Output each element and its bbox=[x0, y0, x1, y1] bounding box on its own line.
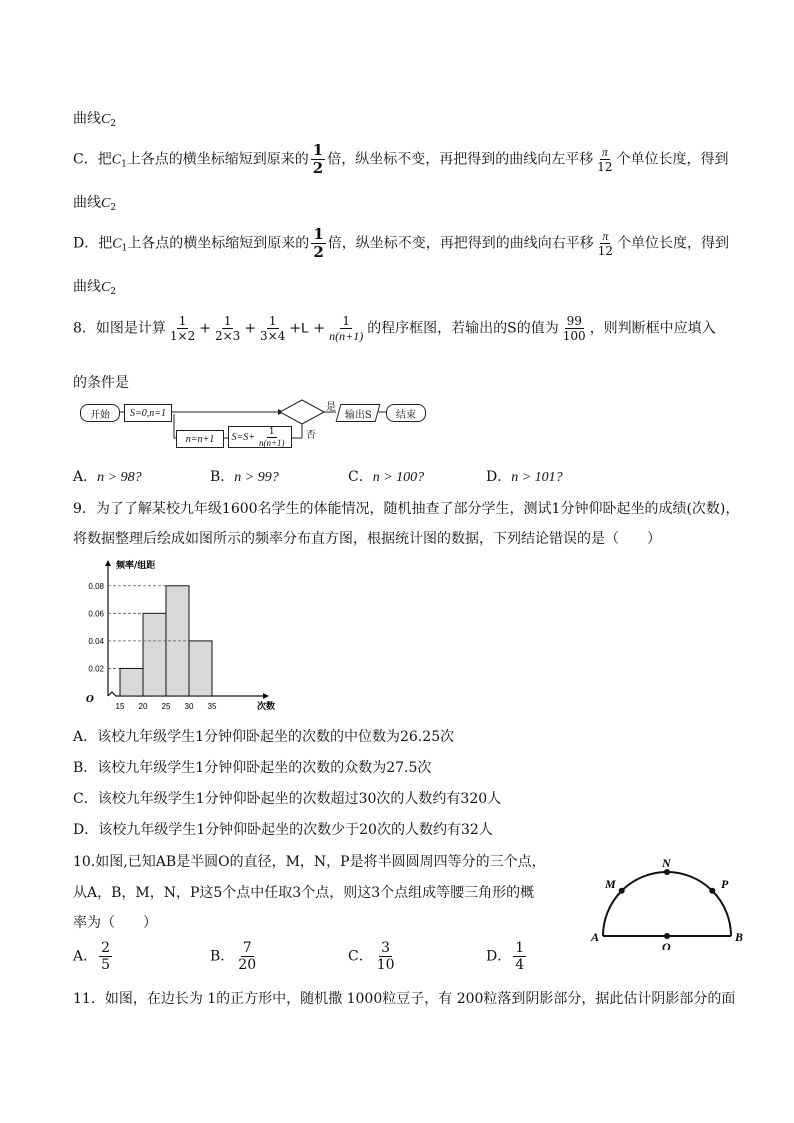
x-tick-label: 30 bbox=[184, 702, 194, 711]
point-m bbox=[619, 888, 625, 894]
q7-option-c: C．把$C_1$上各点的横坐标缩短到原来的 $\frac{1}{2}$ 倍，纵坐标不变，再把得到的曲线向左平移 $\frac{\pi}{12}$ 个单位长度，得到 bbox=[73, 141, 729, 177]
label-b: B bbox=[735, 930, 744, 944]
q8-stem: 8．如图是计算 $\frac{1}{1\times 2}$ + $\frac{1}{2\times 3}$ + $\frac{1}{3\times 4}$ +L + $\frac{1}{n(n+1)}$ 的程序框图，若输出的S的值为 $\frac{99}{100}$ ，则判断框中应填入 bbox=[73, 314, 716, 343]
y-tick-label: 0.08 bbox=[88, 581, 104, 591]
q10-stem-line3: 率为（ ） bbox=[73, 915, 157, 931]
y-tick-label: 0.02 bbox=[88, 664, 104, 674]
x-tick-label: 20 bbox=[138, 702, 148, 711]
q10-option-a[interactable]: A． $\frac{2}{5}$ bbox=[73, 940, 111, 973]
y-axis-arrow bbox=[105, 560, 111, 566]
q9-option-a[interactable]: A．该校九年级学生1分钟仰卧起坐的次数的中位数为26.25次 bbox=[73, 729, 455, 745]
x-tick-label: 25 bbox=[161, 702, 171, 711]
histogram-bar bbox=[189, 641, 212, 696]
origin-label: O bbox=[86, 695, 94, 705]
flow-output: 输出S bbox=[336, 404, 381, 422]
semicircle-arc bbox=[603, 872, 731, 936]
point-p bbox=[709, 888, 715, 894]
flow-start: 开始 bbox=[80, 404, 120, 422]
q9-stem-line1: 9．为了了解某校九年级1600名学生的体能情况，随机抽查了部分学生，测试1分钟仰卧起坐的成绩(次数)， bbox=[73, 501, 740, 517]
q10-semicircle-figure bbox=[585, 855, 755, 950]
label-n: N bbox=[662, 856, 671, 870]
q10-stem-line2: 从A，B，M，N，P这5个点中任取3个点，则这3个点组成等腰三角形的概 bbox=[73, 885, 535, 901]
histogram-bar bbox=[120, 668, 143, 696]
label-a: A bbox=[591, 930, 600, 944]
q7-option-d: D．把$C_1$上各点的横坐标缩短到原来的 $\frac{1}{2}$ 倍，纵坐标不变，再把得到的曲线向右平移 $\frac{\pi}{12}$ 个单位长度，得到 bbox=[73, 225, 730, 261]
q7-curve-c2-line: 曲线$C_2$ bbox=[73, 111, 117, 129]
q11-stem-line1: 11．如图，在边长为 1的正方形中，随机撒 1000粒豆子，有 200粒落到阴影部分，据此估计阴影部分的面 bbox=[73, 991, 736, 1007]
flow-update: S=S+ $\frac{1}{n(n+1)}$ bbox=[228, 426, 292, 448]
flow-end: 结束 bbox=[386, 404, 426, 422]
y-tick-label: 0.04 bbox=[88, 636, 104, 646]
q10-option-d[interactable]: D． $\frac{1}{4}$ bbox=[486, 940, 525, 973]
q10-option-c[interactable]: C． $\frac{3}{10}$ bbox=[348, 940, 395, 973]
q10-stem-line1: 10.如图,已知AB是半圆O的直径，M，N，P是将半圆圆周四等分的三个点， bbox=[73, 854, 546, 870]
flow-no-label: 否 bbox=[306, 430, 316, 441]
q7-option-d-curve: 曲线$C_2$ bbox=[73, 279, 117, 297]
q9-histogram bbox=[78, 558, 278, 718]
x-tick-label: 35 bbox=[207, 702, 217, 711]
label-m: M bbox=[605, 877, 616, 891]
x-axis-arrow bbox=[263, 693, 269, 699]
q8-option-d[interactable]: D．n > 101? bbox=[486, 469, 563, 485]
flow-yes-label: 是 bbox=[326, 402, 336, 413]
histogram-bar bbox=[143, 613, 166, 696]
q8-option-a[interactable]: A．n > 98? bbox=[73, 469, 142, 485]
q8-option-b[interactable]: B．n > 99? bbox=[210, 469, 279, 485]
q8-option-c[interactable]: C．n > 100? bbox=[348, 469, 425, 485]
flow-increment: n=n+1 bbox=[176, 430, 224, 448]
q8-stem-line2: 的条件是 bbox=[73, 375, 129, 391]
q10-option-b[interactable]: B． $\frac{7}{20}$ bbox=[210, 940, 257, 973]
flow-init: S=0,n=1 bbox=[124, 404, 172, 422]
label-p: P bbox=[721, 877, 729, 891]
x-axis-label: 次数 bbox=[257, 702, 276, 712]
q9-stem-line2: 将数据整理后绘成如图所示的频率分布直方图，根据统计图的数据，下列结论错误的是（ ） bbox=[73, 531, 661, 547]
y-tick-label: 0.06 bbox=[88, 609, 104, 619]
label-o: O bbox=[662, 940, 671, 950]
q7-option-c-curve: 曲线$C_2$ bbox=[73, 195, 117, 213]
x-tick-label: 15 bbox=[115, 702, 125, 711]
q9-option-b[interactable]: B．该校九年级学生1分钟仰卧起坐的次数的众数为27.5次 bbox=[73, 760, 432, 776]
point-o bbox=[664, 933, 670, 939]
y-axis-label: 频率/组距 bbox=[116, 561, 156, 571]
q9-option-c[interactable]: C．该校九年级学生1分钟仰卧起坐的次数超过30次的人数约有320人 bbox=[73, 791, 502, 807]
q9-option-d[interactable]: D．该校九年级学生1分钟仰卧起坐的次数少于20次的人数约有32人 bbox=[73, 822, 493, 838]
q8-flowchart bbox=[78, 398, 438, 448]
